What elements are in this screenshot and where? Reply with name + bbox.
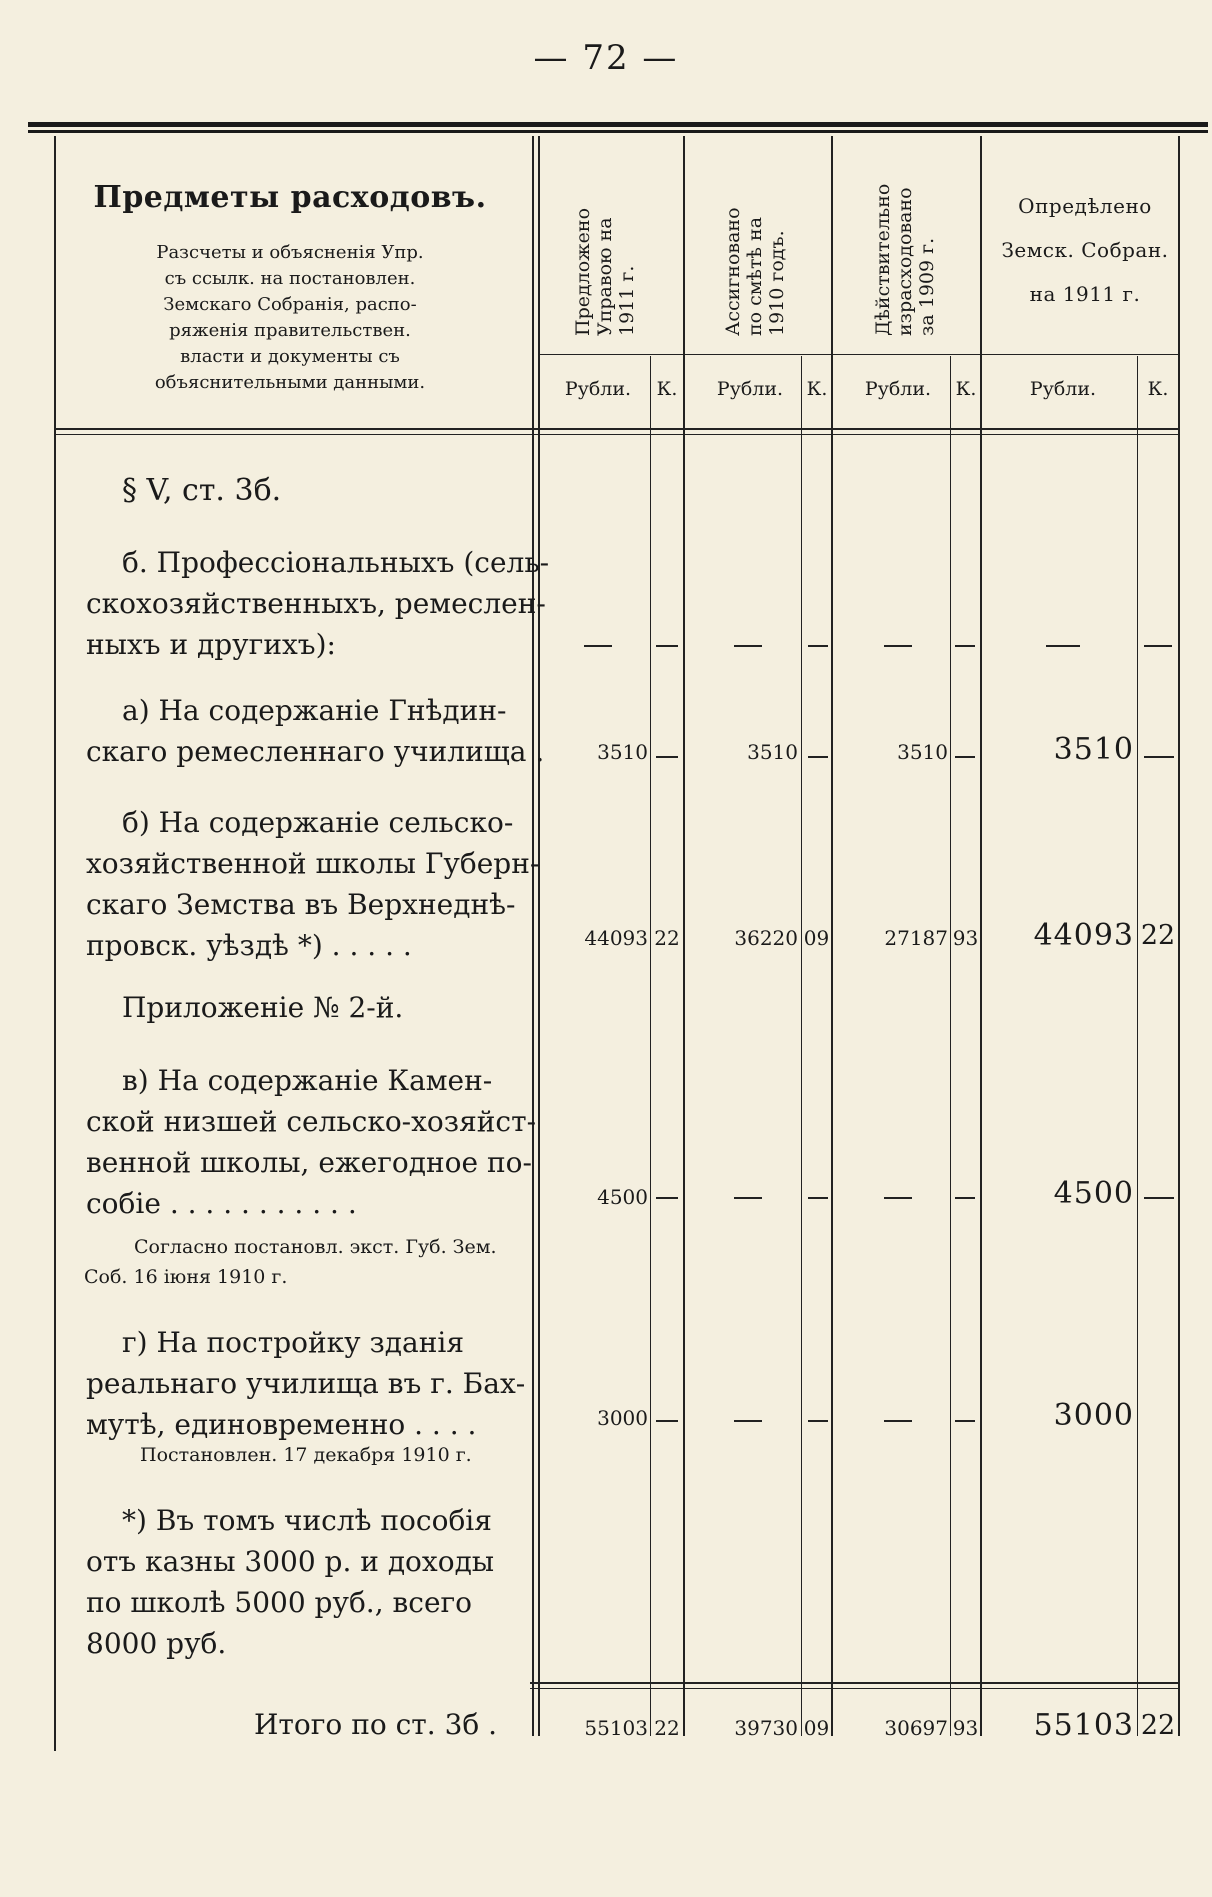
- unit-kop-4: К.: [1147, 378, 1169, 400]
- group-line: скохозяйственныхъ, ремеслен-: [86, 587, 546, 620]
- col1-header-line: 1911 г.: [616, 265, 638, 336]
- header-bottom-line-2: [54, 434, 1180, 435]
- item-v-note-line: Согласно постановл. экст. Губ. Зем.: [134, 1236, 497, 1258]
- table-border-left: [54, 136, 56, 1751]
- dash: [808, 756, 828, 758]
- col1-header-line: Предложено: [572, 207, 594, 336]
- item-b-line: хозяйственной школы Губерн-: [86, 847, 540, 880]
- dash: [808, 645, 828, 647]
- total-k3: 93: [952, 1716, 979, 1740]
- dash: [1144, 1197, 1174, 1199]
- dash: [656, 1197, 678, 1199]
- row-b-c4: 44093: [1033, 918, 1134, 953]
- col4-header-line: Опредѣлено: [1018, 194, 1152, 218]
- dash: [955, 1420, 975, 1422]
- item-v-line: венной школы, ежегодное по-: [86, 1146, 532, 1179]
- dash: [884, 645, 912, 647]
- row-b-k3: 93: [952, 926, 979, 950]
- col-divider-3: [831, 136, 833, 1736]
- col4-header-line: на 1911 г.: [1029, 282, 1141, 306]
- section-heading: § V, ст. 3б.: [122, 473, 282, 508]
- unit-rub-2: Рубли.: [716, 378, 784, 400]
- dash: [656, 645, 678, 647]
- unit-rub-1: Рубли.: [564, 378, 632, 400]
- total-label: Итого по ст. 3б .: [254, 1708, 498, 1741]
- item-b: [86, 802, 540, 966]
- row-b-k4: 22: [1140, 920, 1176, 951]
- item-v-note: [84, 1232, 497, 1292]
- item-g: [86, 1322, 526, 1445]
- header-desc-line: объяснительными данными.: [154, 372, 426, 393]
- item-v-note-line: Соб. 16 іюня 1910 г.: [84, 1266, 288, 1288]
- row-g-c4: 3000: [1053, 1398, 1134, 1433]
- col-divider-2: [683, 136, 685, 1736]
- row-g-c1: 3000: [597, 1406, 648, 1430]
- item-a: [86, 690, 545, 772]
- header-split-line: [538, 354, 1178, 355]
- appendix-label: Приложеніе № 2-й.: [122, 991, 404, 1024]
- row-v-c1: 4500: [597, 1185, 648, 1209]
- row-b-k2: 09: [803, 926, 830, 950]
- item-b-line: провск. уѣздѣ *) . . . . .: [86, 929, 412, 962]
- group-line: ныхъ и другихъ):: [86, 628, 336, 661]
- dash: [584, 645, 612, 647]
- dash: [656, 756, 678, 758]
- total-c4: 55103: [1033, 1708, 1134, 1743]
- row-b-c3: 27187: [884, 926, 948, 950]
- table-border-right: [1178, 136, 1180, 1736]
- header-desc-line: власти и документы съ: [180, 346, 400, 367]
- col3-header-line: за 1909 г.: [916, 237, 938, 336]
- col3-header-line: израсходовано: [894, 187, 916, 336]
- item-b-line: скаго Земства въ Верхнеднѣ-: [86, 888, 516, 921]
- page-number: — 72 —: [533, 38, 679, 78]
- dash: [1144, 645, 1172, 647]
- kop-divider-2: [801, 356, 802, 1736]
- unit-kop-3: К.: [955, 378, 977, 400]
- row-a-c3: 3510: [897, 740, 948, 764]
- unit-kop-1: К.: [656, 378, 678, 400]
- dash: [1046, 645, 1080, 647]
- row-v-c4: 4500: [1053, 1176, 1134, 1211]
- top-rule-2: [28, 130, 1208, 133]
- row-a-c4: 3510: [1053, 732, 1134, 767]
- footnote-line: 8000 руб.: [86, 1627, 227, 1660]
- col4-header: [990, 184, 1180, 316]
- dash: [734, 645, 762, 647]
- item-v-line: собіе . . . . . . . . . . .: [86, 1187, 357, 1220]
- group-line: б. Профессіональныхъ (сель-: [122, 546, 550, 579]
- unit-kop-2: К.: [806, 378, 828, 400]
- col2-header: [722, 207, 788, 336]
- header-description: [120, 240, 460, 396]
- header-title: Предметы расходовъ.: [93, 180, 487, 215]
- total-c1: 55103: [584, 1716, 648, 1740]
- unit-rub-4: Рубли.: [1029, 378, 1097, 400]
- kop-divider-4: [1137, 356, 1138, 1736]
- total-c2: 39730: [734, 1716, 798, 1740]
- row-a-c1: 3510: [597, 740, 648, 764]
- footnote-line: *) Въ томъ числѣ пособія: [122, 1504, 492, 1537]
- top-rule: [28, 122, 1208, 127]
- kop-divider-1: [650, 356, 651, 1736]
- kop-divider-3: [950, 356, 951, 1736]
- dash: [955, 1197, 975, 1199]
- footnote-line: по школѣ 5000 руб., всего: [86, 1586, 473, 1619]
- col3-header-line: Дѣйствительно: [872, 183, 894, 336]
- footnote: [86, 1500, 495, 1664]
- col4-header-line: Земск. Собран.: [1001, 238, 1169, 262]
- row-b-k1: 22: [654, 926, 680, 950]
- header-desc-line: ряженія правительствен.: [169, 320, 411, 341]
- dash: [734, 1420, 762, 1422]
- col2-header-line: Ассигновано: [722, 207, 744, 336]
- dash: [884, 1420, 912, 1422]
- item-g-note: Постановлен. 17 декабря 1910 г.: [140, 1444, 472, 1466]
- total-k1: 22: [654, 1716, 680, 1740]
- header-bottom-line: [54, 428, 1180, 430]
- header-desc-line: Земскаго Собранія, распо-: [163, 294, 417, 315]
- item-v-line: в) На содержаніе Камен-: [122, 1064, 493, 1097]
- col-divider-4: [980, 136, 982, 1736]
- dash: [808, 1420, 828, 1422]
- header-desc-line: съ ссылк. на постановлен.: [164, 268, 416, 289]
- row-b-c2: 36220: [734, 926, 798, 950]
- total-top-line-2: [530, 1688, 1180, 1689]
- item-v: [86, 1060, 537, 1224]
- row-b-c1: 44093: [584, 926, 648, 950]
- total-k2: 09: [803, 1716, 830, 1740]
- dash: [955, 645, 975, 647]
- item-a-line: скаго ремесленнаго училища .: [86, 735, 545, 768]
- unit-rub-3: Рубли.: [864, 378, 932, 400]
- dash: [656, 1420, 678, 1422]
- col1-header-line: Управою на: [594, 217, 616, 336]
- item-b-line: б) На содержаніе сельско-: [122, 806, 514, 839]
- item-a-line: а) На содержаніе Гнѣдин-: [122, 694, 507, 727]
- col3-header: [872, 184, 938, 336]
- item-g-line: г) На постройку зданія: [122, 1326, 465, 1359]
- footnote-line: отъ казны 3000 р. и доходы: [86, 1545, 495, 1578]
- item-v-line: ской низшей сельско-хозяйст-: [86, 1105, 537, 1138]
- dash: [1144, 756, 1174, 758]
- dash: [808, 1197, 828, 1199]
- total-c3: 30697: [884, 1716, 948, 1740]
- col2-header-line: 1910 годъ.: [766, 230, 788, 336]
- row-a-c2: 3510: [747, 740, 798, 764]
- dash: [884, 1197, 912, 1199]
- total-top-line: [530, 1682, 1180, 1684]
- dash: [734, 1197, 762, 1199]
- dash: [955, 756, 975, 758]
- item-g-line: мутѣ, единовременно . . . .: [86, 1408, 477, 1441]
- col2-header-line: по смѣтѣ на: [744, 216, 766, 336]
- item-g-line: реальнаго училища въ г. Бах-: [86, 1367, 526, 1400]
- group-heading: [86, 542, 550, 665]
- total-k4: 22: [1140, 1710, 1176, 1741]
- col1-header: [572, 208, 638, 336]
- header-desc-line: Разсчеты и объясненія Упр.: [156, 242, 424, 263]
